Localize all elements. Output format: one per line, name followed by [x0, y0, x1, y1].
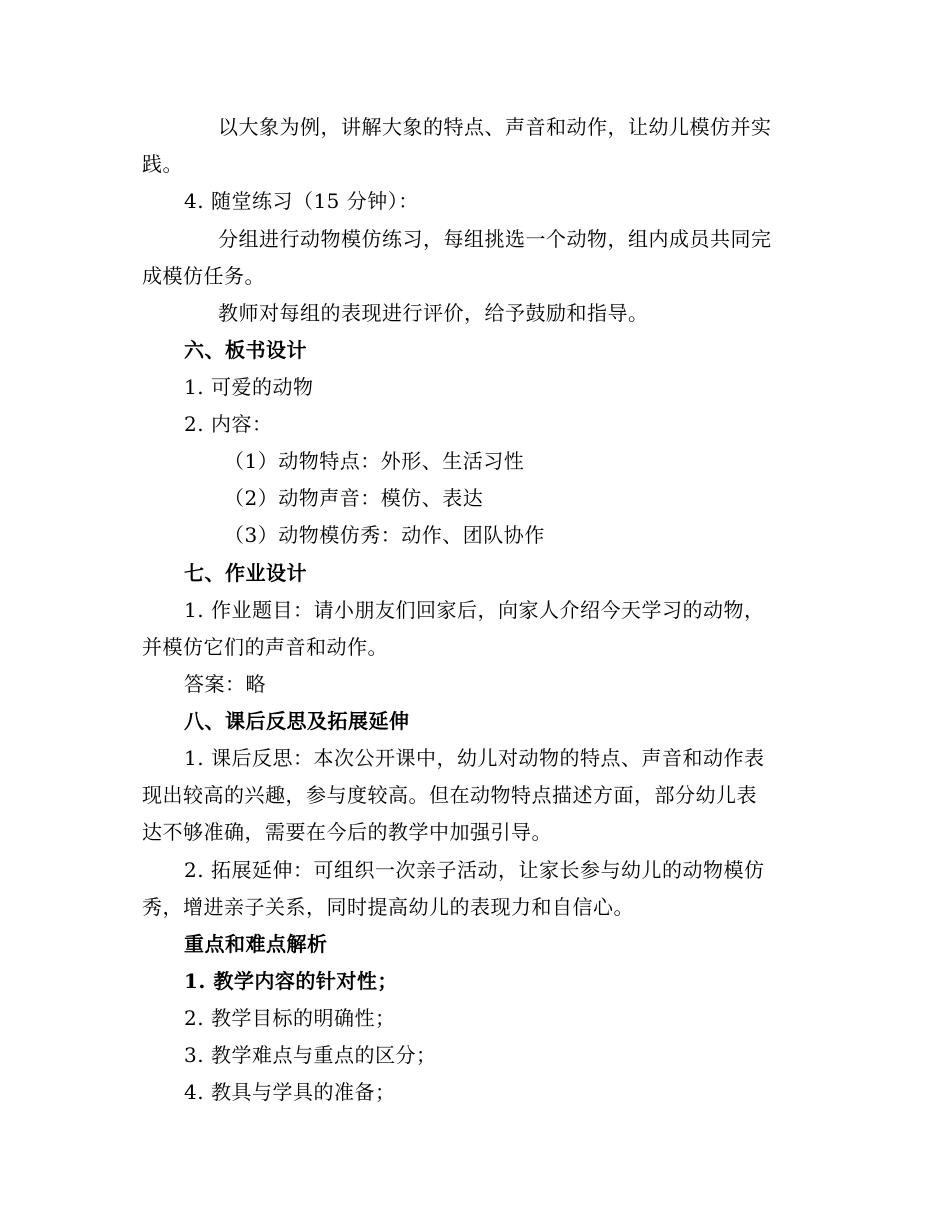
list-item: 2. 拓展延伸：可组织一次亲子活动，让家长参与幼儿的动物模仿 [184, 858, 765, 882]
list-item: 4. 随堂练习（15 分钟）： [184, 189, 419, 213]
sub-list-item: （2）动物声音：模仿、表达 [224, 486, 484, 510]
paragraph-line: 以大象为例，讲解大象的特点、声音和动作，让幼儿模仿并实 [218, 115, 772, 139]
paragraph-line: 教师对每组的表现进行评价，给予鼓励和指导。 [218, 301, 649, 325]
paragraph-line: 达不够准确，需要在今后的教学中加强引导。 [142, 820, 552, 844]
section-heading: 重点和难点解析 [184, 932, 328, 956]
sub-list-item: （1）动物特点：外形、生活习性 [224, 449, 525, 473]
list-item: 3. 教学难点与重点的区分； [184, 1043, 437, 1067]
paragraph-line: 秀，增进亲子关系，同时提高幼儿的表现力和自信心。 [142, 895, 634, 919]
section-heading: 七、作业设计 [184, 561, 307, 585]
paragraph-line: 并模仿它们的声音和动作。 [142, 635, 388, 659]
answer-line: 答案：略 [184, 672, 266, 696]
list-item: 1. 课后反思：本次公开课中，幼儿对动物的特点、声音和动作表 [184, 746, 765, 770]
paragraph-line: 践。 [142, 152, 183, 176]
paragraph-line: 分组进行动物模仿练习，每组挑选一个动物，组内成员共同完 [218, 227, 772, 251]
paragraph-line: 现出较高的兴趣，参与度较高。但在动物特点描述方面，部分幼儿表 [142, 783, 757, 807]
list-item: 4. 教具与学具的准备； [184, 1080, 396, 1104]
paragraph-line: 成模仿任务。 [142, 264, 265, 288]
sub-list-item: （3）动物模仿秀：动作、团队协作 [224, 523, 545, 547]
list-item: 1. 可爱的动物 [184, 375, 314, 399]
list-item: 1. 作业题目：请小朋友们回家后，向家人介绍今天学习的动物， [184, 598, 765, 622]
section-heading: 八、课后反思及拓展延伸 [184, 709, 410, 733]
list-item: 1. 教学内容的针对性； [184, 969, 398, 993]
list-item: 2. 内容： [184, 412, 273, 436]
list-item: 2. 教学目标的明确性； [184, 1006, 396, 1030]
section-heading: 六、板书设计 [184, 338, 307, 362]
